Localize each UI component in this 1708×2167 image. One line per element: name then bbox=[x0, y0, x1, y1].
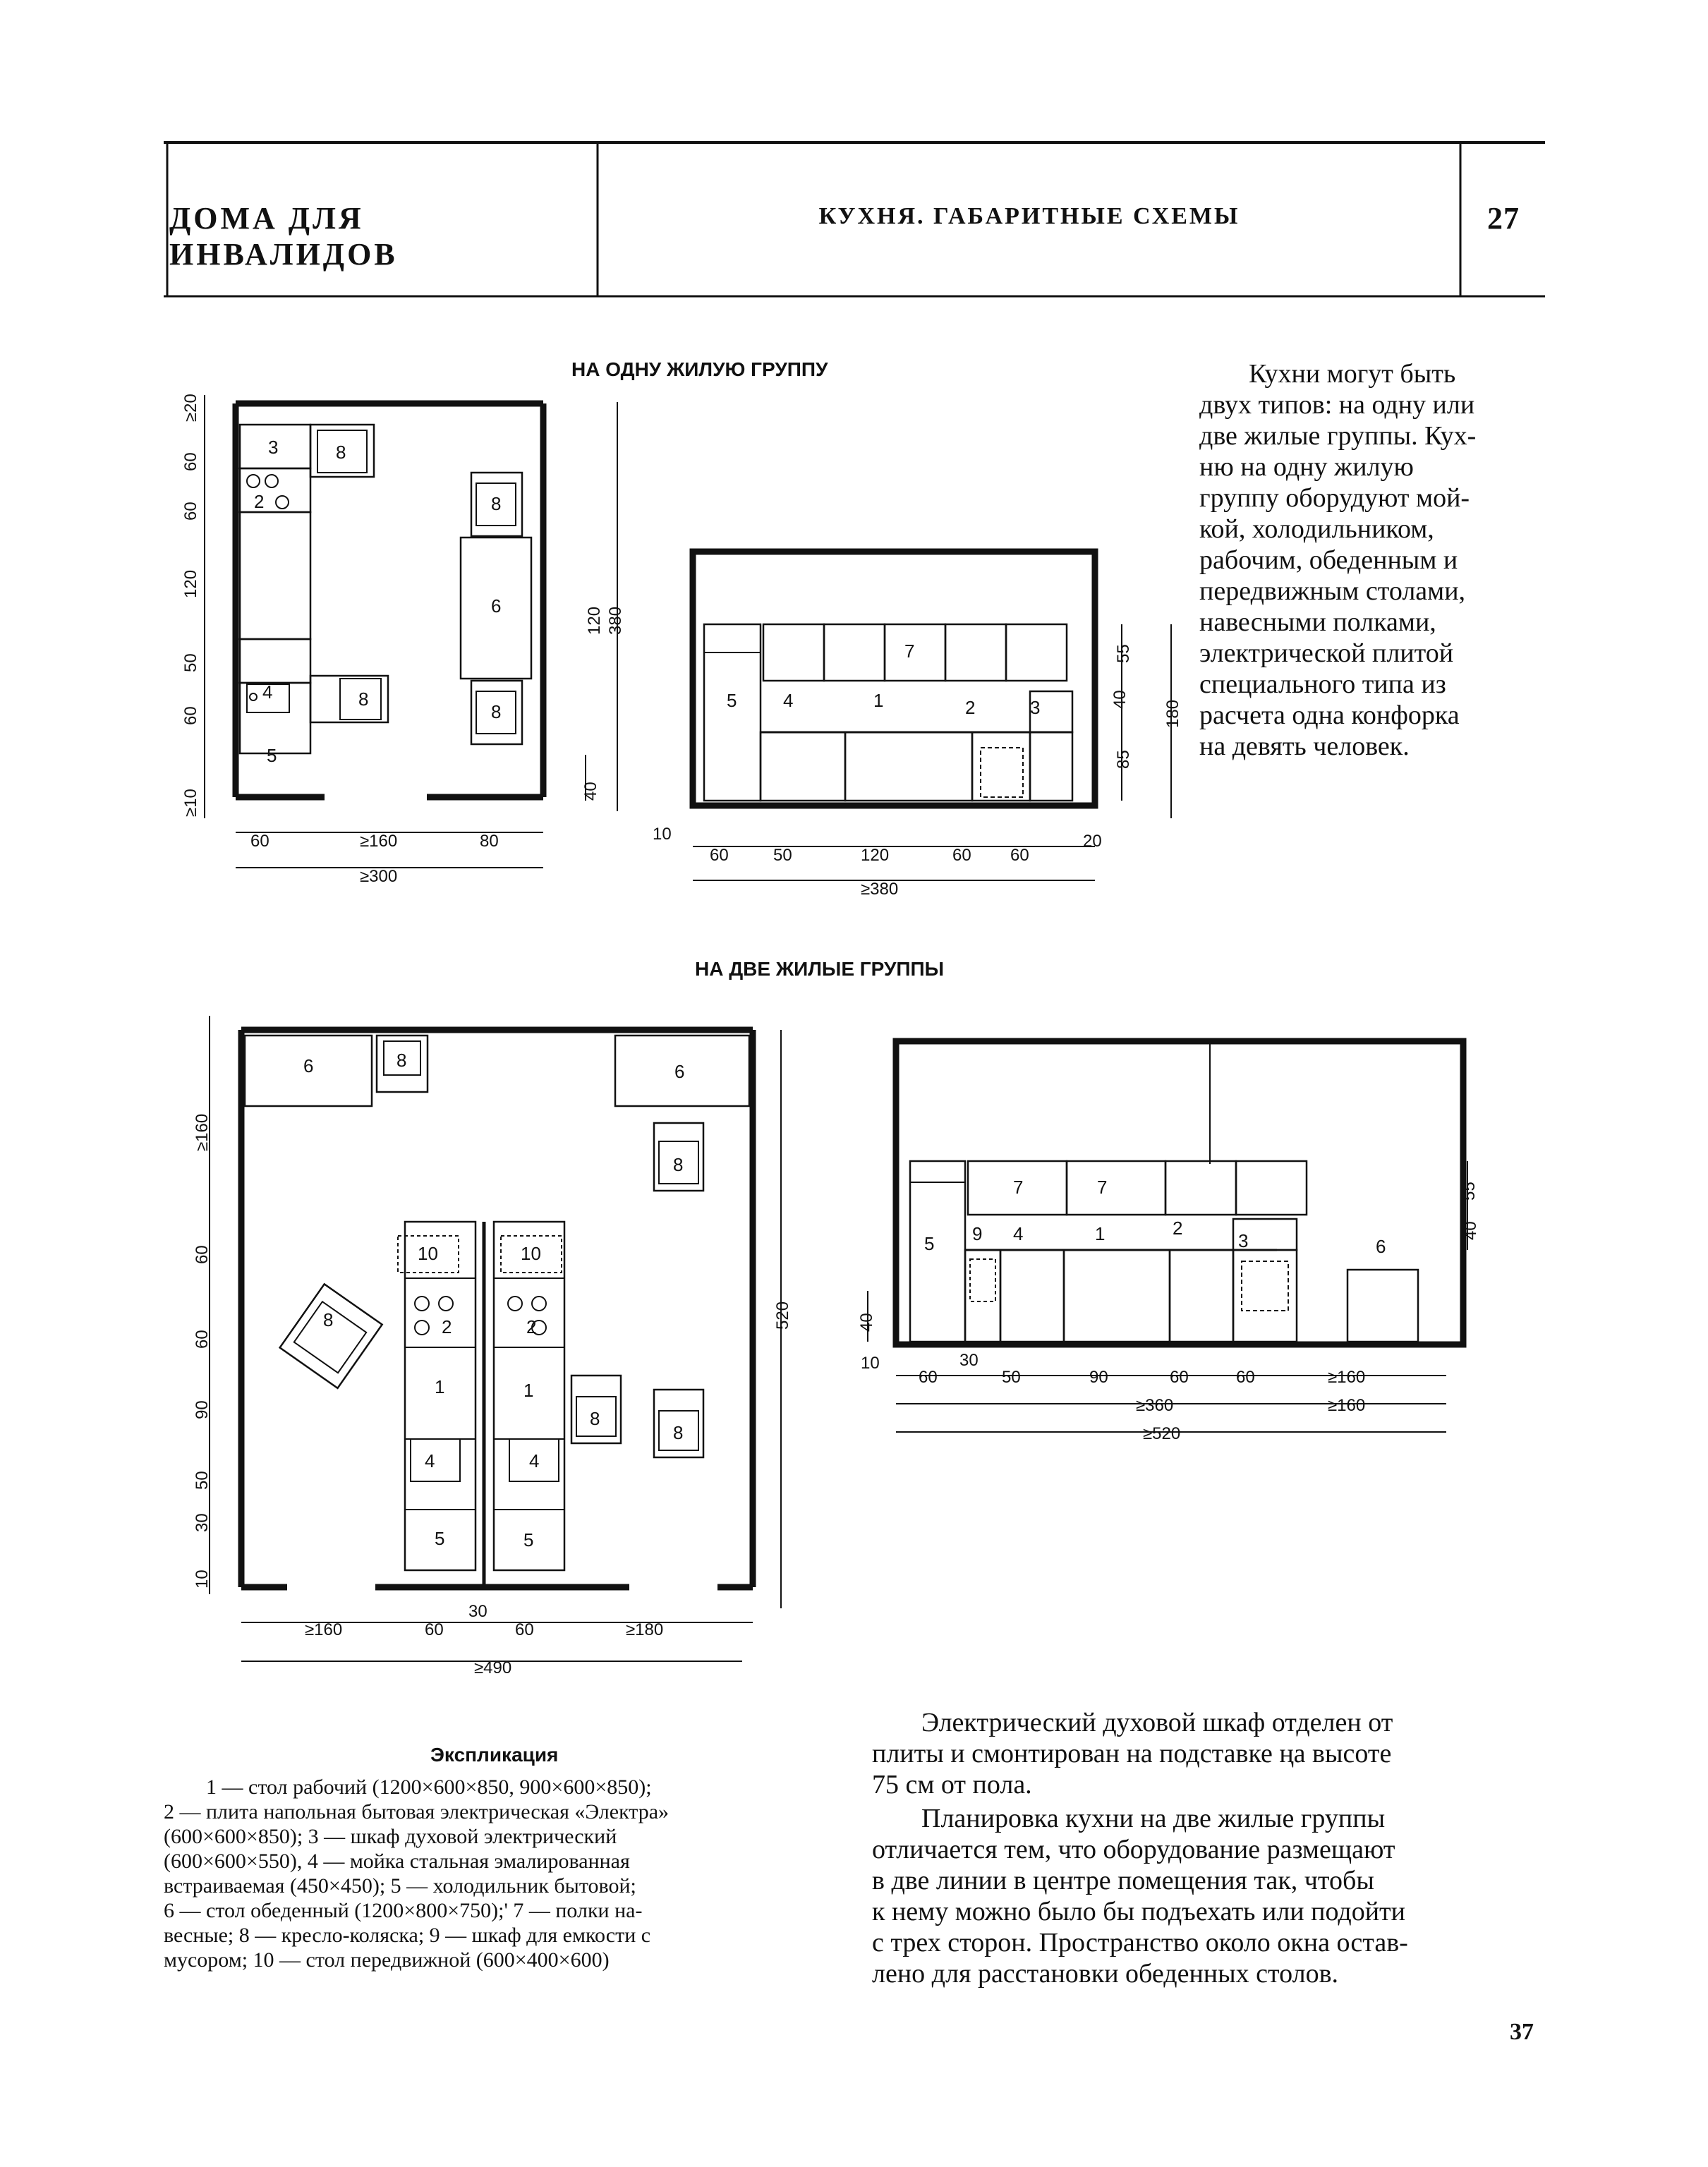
elev2-label: 7 bbox=[1097, 1177, 1108, 1198]
body-line: в две линии в центре помещения так, чтобы bbox=[872, 1866, 1374, 1895]
body-paragraph-1 bbox=[872, 1707, 1539, 1800]
header-left-title: ДОМА ДЛЯ ИНВАЛИДОВ bbox=[169, 201, 398, 272]
plan2-label: 2 bbox=[442, 1316, 452, 1337]
plan2-label: 1 bbox=[523, 1380, 534, 1401]
explication-line: весные; 8 — кресло-коляска; 9 — шкаф для емкости с bbox=[164, 1924, 651, 1947]
plan2-label: 6 bbox=[303, 1055, 314, 1076]
plan2-hdim-160: ≥160 bbox=[305, 1620, 343, 1639]
elev1-vdim-40: 40 bbox=[581, 782, 600, 801]
elev2-sub-360: ≥360 bbox=[1136, 1396, 1174, 1415]
plan2-label: 8 bbox=[323, 1309, 334, 1330]
elev2-hdim-160: ≥160 bbox=[1328, 1368, 1366, 1387]
elev1-total: ≥380 bbox=[861, 880, 899, 899]
body-line: лено для расстановки обеденных столов. bbox=[872, 1959, 1339, 1989]
plan2-label: 8 bbox=[673, 1422, 684, 1443]
body-line: Электрический духовой шкаф отделен от bbox=[921, 1708, 1393, 1737]
elev2-vdim-40: 40 bbox=[857, 1313, 876, 1332]
elev1-rdim-180: 180 bbox=[1163, 699, 1182, 728]
body-line: к нему можно было бы подъехать или подойти bbox=[872, 1897, 1405, 1926]
header-section-number: 27 bbox=[1487, 201, 1520, 236]
plan1-label: 8 bbox=[358, 688, 369, 710]
elev1-hdim-60b: 60 bbox=[952, 846, 971, 865]
body-line: 75 см от пола. bbox=[872, 1770, 1032, 1799]
plan2-vdim-30: 30 bbox=[193, 1513, 212, 1532]
elev1-label: 1 bbox=[873, 690, 884, 711]
explication-text bbox=[164, 1775, 825, 1972]
explication-line: 6 — стол обеденный (1200×800×750);' 7 — полки на- bbox=[164, 1899, 643, 1922]
plan1-hdim-80: 80 bbox=[480, 832, 499, 851]
plan2-hdim-60b: 60 bbox=[515, 1620, 534, 1639]
intro-line: Кухни могут быть bbox=[1249, 359, 1456, 389]
intro-line: две жилые группы. Кух- bbox=[1199, 421, 1477, 451]
body-line: отличается тем, что оборудование размещают bbox=[872, 1835, 1395, 1864]
elevation-one-group-diagram bbox=[579, 395, 1213, 917]
elev2-hdim-30: 30 bbox=[959, 1351, 979, 1370]
plan2-vdim-50: 50 bbox=[193, 1471, 212, 1490]
plan1-total: ≥300 bbox=[360, 867, 398, 886]
intro-line: группу оборудуют мой- bbox=[1199, 483, 1470, 513]
plan1-dim-50: 50 bbox=[181, 653, 200, 672]
elev1-rdim-40: 40 bbox=[1110, 690, 1129, 709]
page-header bbox=[164, 141, 1545, 298]
explication-line: (600×600×850); 3 — шкаф духовой электрический bbox=[164, 1825, 617, 1848]
plan1-dim-60b: 60 bbox=[181, 502, 200, 521]
plan1-label: 6 bbox=[491, 595, 502, 617]
plan2-label: 10 bbox=[418, 1243, 438, 1264]
elev1-label: 3 bbox=[1030, 697, 1041, 718]
elev2-label: 1 bbox=[1095, 1223, 1106, 1244]
explication-line: 1 — стол рабочий (1200×600×850, 900×600×850); bbox=[206, 1776, 652, 1799]
intro-line: кой, холодильником, bbox=[1199, 514, 1434, 544]
elev1-hdim-50: 50 bbox=[773, 846, 792, 865]
plan1-dim-20: ≥20 bbox=[181, 394, 200, 422]
plan2-label: 1 bbox=[435, 1376, 445, 1397]
plan2-vdim-60a: 60 bbox=[193, 1245, 212, 1264]
plan1-label: 4 bbox=[262, 681, 273, 703]
elev2-label: 5 bbox=[924, 1233, 935, 1254]
intro-line: двух типов: на одну или bbox=[1199, 390, 1475, 420]
elev1-label: 7 bbox=[904, 641, 915, 662]
elev1-hdim-20: 20 bbox=[1083, 832, 1102, 851]
elev1-rdim-55: 55 bbox=[1114, 644, 1133, 663]
intro-line: электрической плитой bbox=[1199, 638, 1454, 668]
elev2-hdim-50: 50 bbox=[1002, 1368, 1021, 1387]
plan-one-group-diagram bbox=[183, 381, 564, 889]
page-number: 37 bbox=[1510, 2019, 1534, 2045]
plan2-label: 8 bbox=[673, 1154, 684, 1175]
plan-two-groups-diagram bbox=[185, 1002, 820, 1679]
elev2-hdim-60b: 60 bbox=[1170, 1368, 1189, 1387]
plan2-hdim-30: 30 bbox=[468, 1602, 487, 1621]
elev2-label: 4 bbox=[1013, 1223, 1024, 1244]
section-title-one-group: НА ОДНУ ЖИЛУЮ ГРУППУ bbox=[571, 358, 828, 380]
plan2-label: 4 bbox=[425, 1450, 435, 1471]
plan2-vdim-60b: 60 bbox=[193, 1330, 212, 1349]
elev2-hdim-10: 10 bbox=[861, 1354, 880, 1373]
plan1-label: 8 bbox=[336, 442, 346, 463]
plan1-label: 2 bbox=[254, 491, 265, 512]
elev1-rdim-85: 85 bbox=[1114, 750, 1133, 769]
elev1-vdim-380: 380 bbox=[606, 606, 625, 635]
intro-line: ню на одну жилую bbox=[1199, 452, 1414, 482]
plan2-vdim-90: 90 bbox=[193, 1400, 212, 1419]
intro-line: навесными полками, bbox=[1199, 607, 1436, 637]
elev1-vdim-120: 120 bbox=[585, 606, 604, 635]
plan2-label: 5 bbox=[435, 1528, 445, 1549]
plan1-label: 8 bbox=[491, 701, 502, 722]
elev1-hdim-120: 120 bbox=[861, 846, 890, 865]
elev2-total: ≥520 bbox=[1143, 1424, 1181, 1443]
plan2-vdim-10: 10 bbox=[193, 1570, 212, 1589]
plan2-hdim-180: ≥180 bbox=[626, 1620, 664, 1639]
elev1-label: 5 bbox=[727, 690, 737, 711]
elev2-hdim-60c: 60 bbox=[1236, 1368, 1255, 1387]
plan1-dim-120: 120 bbox=[181, 569, 200, 598]
plan1-hdim-60: 60 bbox=[250, 832, 269, 851]
elev1-hdim-60: 60 bbox=[710, 846, 729, 865]
plan1-hdim-160: ≥160 bbox=[360, 832, 398, 851]
intro-line: расчета одна конфорка bbox=[1199, 700, 1460, 730]
explication-line: мусором; 10 — стол передвижной (600×400×600) bbox=[164, 1948, 610, 1972]
elev2-label: 2 bbox=[1173, 1218, 1183, 1239]
elev1-hdim-60c: 60 bbox=[1010, 846, 1029, 865]
plan1-dim-60c: 60 bbox=[181, 706, 200, 725]
explication-line: 2 — плита напольная бытовая электрическая «Электра» bbox=[164, 1800, 670, 1823]
elev2-label: 6 bbox=[1376, 1236, 1386, 1257]
intro-line: специального типа из bbox=[1199, 669, 1446, 699]
elev2-hdim-90: 90 bbox=[1089, 1368, 1108, 1387]
elev2-label: 3 bbox=[1238, 1230, 1249, 1251]
body-line: Планировка кухни на две жилые группы bbox=[921, 1804, 1386, 1833]
header-center-title: КУХНЯ. ГАБАРИТНЫЕ СХЕМЫ bbox=[818, 203, 1240, 229]
plan2-label: 2 bbox=[526, 1316, 537, 1337]
plan2-hdim-60a: 60 bbox=[425, 1620, 444, 1639]
plan1-label: 3 bbox=[268, 437, 279, 458]
elev2-rdim-40: 40 bbox=[1461, 1221, 1480, 1240]
intro-line: передвижным столами, bbox=[1199, 576, 1466, 606]
explication-line: встраиваемая (450×450); 5 — холодильник бытовой; bbox=[164, 1874, 636, 1898]
plan2-label: 8 bbox=[396, 1050, 407, 1071]
plan2-label: 4 bbox=[529, 1450, 540, 1471]
body-line: плиты и смонтирован на подставке ңа высоте bbox=[872, 1739, 1392, 1768]
plan2-rdim-520: 520 bbox=[773, 1301, 792, 1330]
elev2-label: 9 bbox=[972, 1223, 983, 1244]
plan1-dim-10: ≥10 bbox=[181, 789, 200, 817]
section-title-two-groups: НА ДВЕ ЖИЛЫЕ ГРУППЫ bbox=[695, 958, 945, 980]
plan2-vdim-160: ≥160 bbox=[193, 1113, 212, 1151]
elev1-hdim-10: 10 bbox=[653, 825, 672, 844]
plan1-label: 5 bbox=[267, 745, 277, 766]
intro-line: рабочим, обеденным и bbox=[1199, 545, 1458, 575]
explication-title: Экспликация bbox=[430, 1744, 559, 1766]
plan1-label: 8 bbox=[491, 493, 502, 514]
elev1-label: 2 bbox=[965, 697, 976, 718]
plan2-label: 10 bbox=[521, 1243, 541, 1264]
intro-line: на девять человек. bbox=[1199, 732, 1410, 761]
elev2-rdim-55: 55 bbox=[1460, 1182, 1479, 1201]
elev2-hdim-60: 60 bbox=[919, 1368, 938, 1387]
plan2-label: 8 bbox=[590, 1408, 600, 1429]
body-paragraph-2 bbox=[872, 1803, 1539, 1989]
plan1-dim-60a: 60 bbox=[181, 452, 200, 471]
intro-paragraph bbox=[1199, 358, 1538, 762]
elev2-sub-160: ≥160 bbox=[1328, 1396, 1366, 1415]
plan2-total: ≥490 bbox=[474, 1658, 512, 1677]
elevation-two-groups-diagram bbox=[854, 1016, 1503, 1467]
elev1-label: 4 bbox=[783, 690, 794, 711]
explication-line: (600×600×550), 4 — мойка стальная эмалированная bbox=[164, 1850, 630, 1873]
plan2-label: 5 bbox=[523, 1529, 534, 1550]
elev2-label: 7 bbox=[1013, 1177, 1024, 1198]
plan2-label: 6 bbox=[674, 1061, 685, 1082]
body-line: с трех сторон. Пространство около окна остав- bbox=[872, 1928, 1408, 1957]
